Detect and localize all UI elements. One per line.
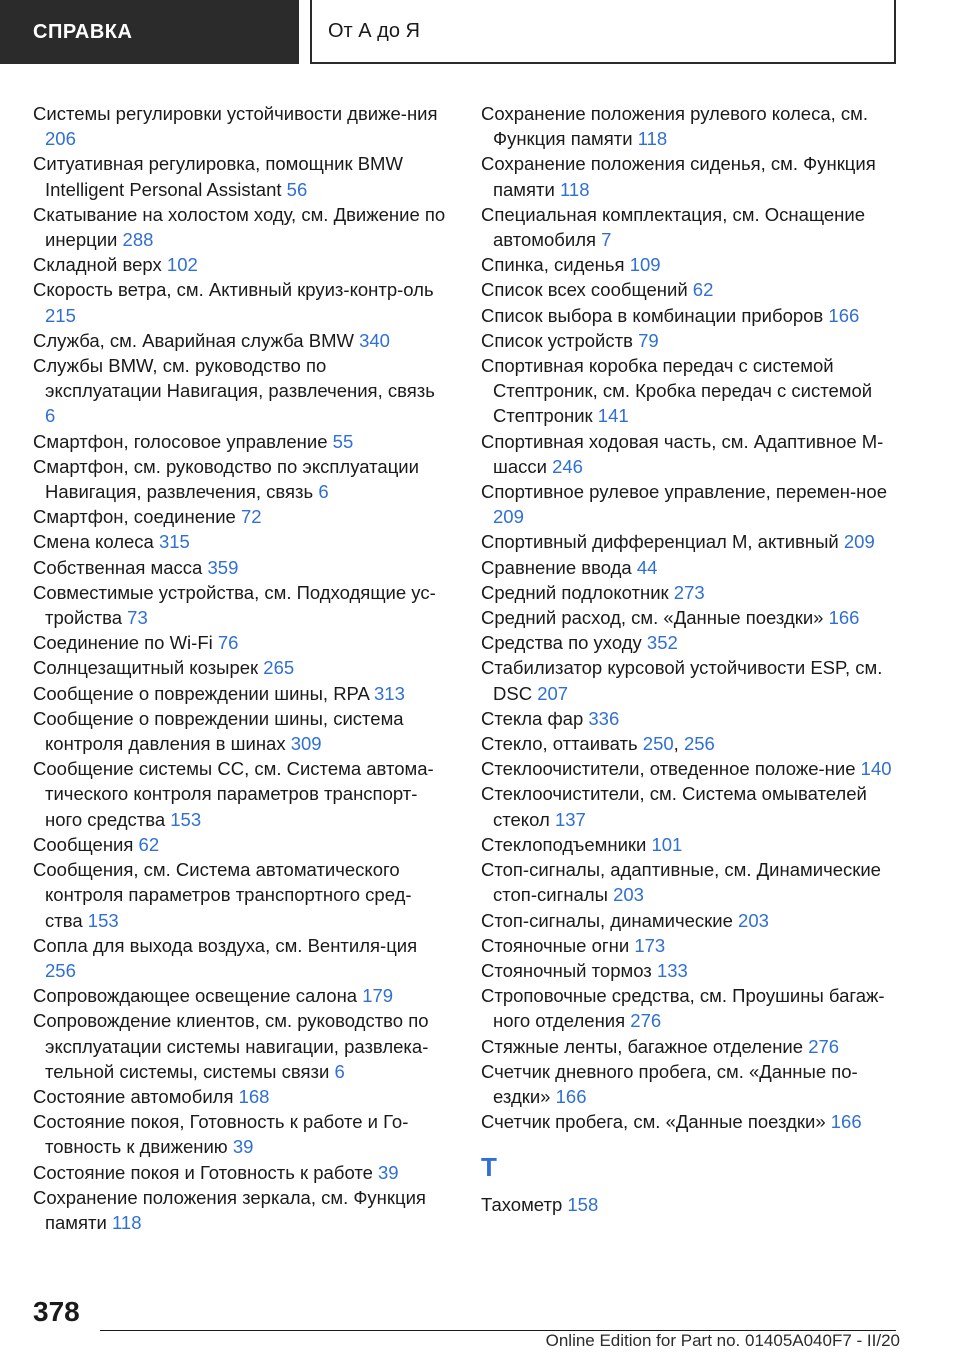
entry-text: Состояние автомобиля: [33, 1085, 234, 1107]
page-link[interactable]: 256: [683, 733, 715, 755]
page-link[interactable]: 313: [374, 682, 405, 704]
page-link[interactable]: 246: [552, 455, 583, 477]
page-link[interactable]: 203: [738, 909, 769, 931]
page-link[interactable]: 340: [359, 329, 390, 351]
index-entry: [33, 655, 447, 680]
index-column-left: [33, 101, 447, 1235]
index-entry: [481, 832, 901, 857]
entry-text: Сопла для выхода воздуха, см. Вентиля-ция: [33, 934, 418, 956]
index-entry: [481, 580, 901, 605]
index-entry: [481, 655, 901, 705]
index-entry: [481, 277, 901, 302]
page-link[interactable]: 140: [860, 758, 892, 780]
index-entry: [481, 101, 901, 151]
page-link[interactable]: 336: [588, 707, 620, 729]
page-link[interactable]: 166: [830, 1111, 862, 1133]
page-link[interactable]: 166: [828, 607, 860, 629]
entry-text: Ситуативная регулировка, помощник BMW Intelligent Personal Assistant: [33, 153, 403, 200]
entry-text: Скорость ветра, см. Активный круиз-контр-оль: [33, 279, 434, 301]
index-entry: [481, 202, 901, 252]
entry-text: Смартфон, соединение: [33, 506, 236, 528]
index-entry: [481, 429, 901, 479]
index-entry: [33, 429, 447, 454]
page-link[interactable]: 133: [656, 959, 688, 981]
entry-text: Специальная комплектация, см. Оснащение автомобиля: [481, 203, 866, 251]
entry-text: Смартфон, см. руководство по эксплуатации Навигация, развлечения, связь: [33, 455, 419, 503]
entry-text: Стекло, оттаивать: [481, 733, 638, 755]
entry-text: Список всех сообщений: [481, 279, 688, 301]
entry-text: Стояночные огни: [481, 934, 630, 956]
page-link[interactable]: 288: [122, 229, 154, 251]
index-entry: [33, 832, 447, 857]
entry-text: Средний расход, см. «Данные поездки»: [481, 607, 824, 629]
index-entry: [33, 101, 447, 151]
index-entry: [481, 328, 901, 353]
page-link[interactable]: 315: [158, 531, 190, 553]
entry-text: Список выбора в комбинации приборов: [481, 304, 824, 326]
entry-text: Скатывание на холостом ходу, см. Движение по инерции: [33, 203, 446, 251]
entry-text: Средства по уходу: [481, 632, 642, 654]
page-link[interactable]: 209: [493, 506, 524, 528]
page-number: 378: [33, 1296, 80, 1327]
entry-text: Стояночный тормоз: [481, 959, 652, 981]
index-entry: [33, 555, 447, 580]
page-link[interactable]: 6: [318, 481, 329, 503]
index-entry: [481, 303, 901, 328]
page-link[interactable]: 137: [554, 808, 586, 830]
section-tab[interactable]: [0, 0, 299, 64]
entry-text: Состояние покоя, Готовность к работе и Го-товность к движению: [33, 1111, 409, 1158]
footer-edition: Online Edition for Part no. 01405A040F7 - II/20: [545, 1331, 900, 1350]
index-entry: [33, 933, 447, 983]
page-link[interactable]: 118: [112, 1211, 142, 1233]
index-entry: [481, 1059, 901, 1109]
index-entry: [33, 630, 447, 655]
page-link[interactable]: 118: [637, 128, 668, 150]
entry-text: Список устройств: [481, 329, 633, 351]
entry-text: Смена колеса: [33, 531, 154, 553]
index-entry: [33, 857, 447, 933]
entry-text: Средний подлокотник: [481, 581, 669, 603]
index-entry: [481, 630, 901, 655]
index-entry: [33, 202, 447, 252]
index-entry: [481, 479, 901, 529]
page-link[interactable]: 76: [217, 632, 239, 654]
entry-text: Стабилизатор курсовой устойчивости ESP, см. DSC: [481, 657, 883, 704]
entry-text: Сопровождающее освещение салона: [33, 985, 358, 1007]
entry-text: Стоп-сигналы, динамические: [481, 909, 733, 931]
page-link[interactable]: 158: [567, 1194, 599, 1216]
entry-text: Сохранение положения сиденья, см. Функция памяти: [481, 153, 876, 200]
index-entry: [33, 1109, 447, 1159]
entry-text: Счетчик пробега, см. «Данные поездки»: [481, 1111, 826, 1133]
entry-text: Служба, см. Аварийная служба BMW: [33, 329, 354, 351]
entry-text: Сохранение положения зеркала, см. Функция памяти: [33, 1186, 426, 1233]
page-link[interactable]: 62: [138, 833, 160, 855]
entry-text: Солнцезащитный козырек: [33, 657, 259, 679]
index-entry: [33, 756, 447, 832]
entry-text: Стеклоподъемники: [481, 833, 647, 855]
index-entry: [481, 908, 901, 933]
entry-text: Спортивный дифференциал M, активный: [481, 531, 839, 553]
page-link[interactable]: 203: [613, 884, 644, 906]
entry-text: Счетчик дневного пробега, см. «Данные по-ездки»: [481, 1060, 858, 1107]
entry-text: Смартфон, голосовое управление: [33, 430, 328, 452]
entry-text: Строповочные средства, см. Проушины багаж-ного отделения: [481, 985, 885, 1032]
index-letter-heading: Т: [481, 1152, 497, 1183]
index-entry: [33, 454, 447, 504]
page-link[interactable]: 153: [87, 909, 119, 931]
index-entry: [481, 1109, 901, 1134]
entry-text: Сообщения: [33, 833, 134, 855]
index-entry: [481, 151, 901, 201]
page-link[interactable]: 153: [170, 808, 202, 830]
page-link[interactable]: 206: [45, 128, 76, 150]
entry-text: Стеклоочистители, см. Система омывателей стекол: [481, 783, 867, 830]
page-link[interactable]: 6: [45, 405, 56, 427]
page-link[interactable]: 118: [560, 178, 590, 200]
page-link[interactable]: 168: [238, 1085, 270, 1107]
entry-text: Сохранение положения рулевого колеса, см. Функция памяти: [481, 103, 868, 150]
index-entry: [33, 353, 447, 429]
page-link[interactable]: 179: [362, 985, 394, 1007]
index-entry: [33, 706, 447, 756]
index-entry: [481, 933, 901, 958]
entry-text: Собственная масса: [33, 556, 203, 578]
page-link[interactable]: 109: [629, 254, 661, 276]
page-link[interactable]: 359: [207, 556, 239, 578]
index-list-right: [481, 101, 901, 1134]
index-entry: [481, 983, 901, 1033]
entry-text: Стоп-сигналы, адаптивные, см. Динамические стоп-сигналы: [481, 859, 881, 906]
index-entry: [33, 151, 447, 201]
page-link[interactable]: 276: [808, 1035, 840, 1057]
index-entry: [481, 756, 901, 781]
index-entry: [481, 353, 901, 429]
index-entry: [481, 529, 901, 554]
page-link[interactable]: 39: [378, 1161, 399, 1183]
index-list-t: [481, 1192, 901, 1217]
page-link[interactable]: 102: [166, 254, 198, 276]
index-entry: [481, 1034, 901, 1059]
page-link[interactable]: 72: [240, 506, 262, 528]
page-link[interactable]: 352: [646, 632, 678, 654]
entry-text: Спинка, сиденья: [481, 254, 625, 276]
entry-text: Соединение по Wi-Fi: [33, 632, 213, 654]
page-link[interactable]: 79: [638, 329, 659, 351]
chapter-header: [310, 0, 896, 64]
page-link[interactable]: 6: [334, 1060, 345, 1082]
index-entry: [33, 1084, 447, 1109]
chapter-title: От А до Я: [328, 19, 420, 42]
index-entry: [33, 681, 447, 706]
page-link[interactable]: 173: [634, 934, 666, 956]
page-link[interactable]: 141: [597, 405, 629, 427]
page-link[interactable]: 207: [537, 682, 569, 704]
entry-text: Стяжные ленты, багажное отделение: [481, 1035, 804, 1057]
index-entry: [33, 983, 447, 1008]
section-label: СПРАВКА: [33, 20, 133, 43]
entry-text: Стеклоочистители, отведенное положе-ние: [481, 758, 856, 780]
page-link[interactable]: 55: [332, 430, 354, 452]
entry-text: Системы регулировки устойчивости движе-ния: [33, 103, 438, 124]
index-entry: [33, 1008, 447, 1084]
page-link[interactable]: 62: [692, 279, 714, 301]
page-link[interactable]: 215: [45, 304, 76, 326]
entry-text: Совместимые устройства, см. Подходящие ус-тройства: [33, 581, 436, 629]
index-entry: [33, 277, 447, 327]
index-entry: [33, 1185, 447, 1235]
entry-text: Сообщение системы CC, см. Система автома-тического контроля параметров транспорт-ного средства: [33, 758, 434, 830]
entry-text: Сообщение о повреждении шины, система контроля давления в шинах: [33, 707, 404, 755]
page-link[interactable]: 166: [828, 304, 860, 326]
page-link[interactable]: 209: [843, 531, 875, 553]
entry-text: Спортивное рулевое управление, перемен-ное: [481, 481, 887, 503]
page-link[interactable]: 101: [651, 833, 683, 855]
index-entry: [481, 252, 901, 277]
page-link[interactable]: 265: [263, 657, 295, 679]
index-entry: [481, 555, 901, 580]
page-link[interactable]: 256: [45, 959, 76, 981]
index-entry: [481, 605, 901, 630]
index-entry: Стекло, оттаивать 250, 256: [481, 733, 715, 755]
page-link[interactable]: 56: [286, 178, 308, 200]
index-entry: [481, 1192, 901, 1217]
page-link[interactable]: 39: [232, 1136, 254, 1158]
index-entry: [481, 706, 901, 731]
entry-text: Тахометр: [481, 1194, 563, 1216]
page-link[interactable]: 273: [673, 581, 705, 603]
entry-text: Спортивная ходовая часть, см. Адаптивное M-шасси: [481, 430, 884, 477]
page-link[interactable]: 73: [127, 607, 148, 629]
index-entry: [33, 529, 447, 554]
index-entry: [33, 504, 447, 529]
entry-text: Стекла фар: [481, 707, 584, 729]
index-entry: [481, 781, 901, 831]
entry-text: Службы BMW, см. руководство по эксплуатации Навигация, развлечения, связь: [33, 355, 435, 402]
index-entry: [481, 958, 901, 983]
entry-text: Сопровождение клиентов, см. руководство по эксплуатации системы навигации, развлека-тельной системы, системы связи: [33, 1010, 429, 1082]
index-column-right: [481, 101, 901, 1218]
entry-text: Сообщение о повреждении шины, RPA: [33, 682, 369, 704]
entry-text: Состояние покоя и Готовность к работе: [33, 1161, 373, 1183]
index-entry: [33, 252, 447, 277]
index-entry: [481, 857, 901, 907]
page-link[interactable]: 166: [555, 1085, 587, 1107]
page-link[interactable]: 250: [642, 733, 674, 755]
index-entry: [33, 1160, 447, 1185]
entry-text: Спортивная коробка передач с системой Стептроник, см. Кробка передач с системой Стептроник: [481, 355, 873, 427]
entry-text: Складной верх: [33, 254, 162, 276]
page-link[interactable]: 309: [290, 733, 322, 755]
entry-text: Сравнение ввода: [481, 556, 632, 578]
page-link[interactable]: 7: [601, 229, 612, 251]
index-entry: [33, 328, 447, 353]
page-link[interactable]: 276: [630, 1010, 662, 1032]
entry-text: Сообщения, см. Система автоматического контроля параметров транспортного сред-ства: [33, 859, 412, 931]
page-link[interactable]: 44: [636, 556, 658, 578]
index-entry: [33, 580, 447, 630]
